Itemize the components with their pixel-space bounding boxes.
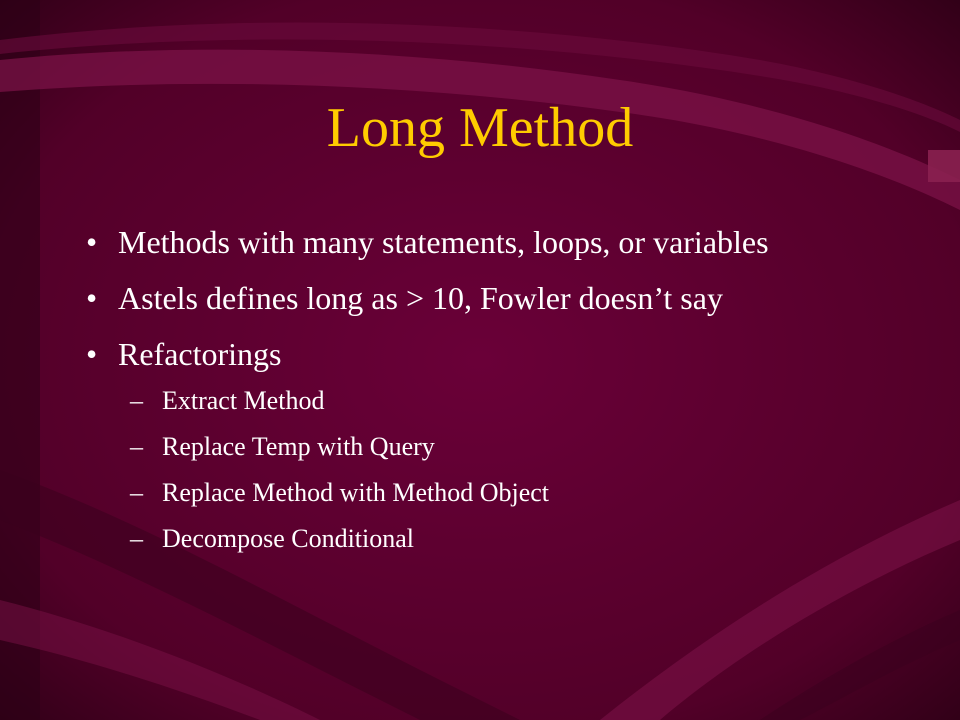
sub-bullet-text: Replace Method with Method Object <box>162 478 550 507</box>
dash-icon: – <box>130 386 143 415</box>
sub-bullet-list <box>130 378 960 562</box>
sub-bullet-text: Extract Method <box>162 386 325 415</box>
sub-bullet-text: Replace Temp with Query <box>162 432 435 461</box>
dash-icon: – <box>130 524 143 553</box>
sub-list-container <box>86 382 926 566</box>
bullet-item <box>86 270 926 326</box>
dash-icon: – <box>130 432 143 461</box>
bullet-list <box>86 214 926 566</box>
sub-bullet-text: Decompose Conditional <box>162 524 415 553</box>
sub-bullet-item <box>130 470 960 516</box>
bullet-text: Methods with many statements, loops, or variables <box>118 224 769 260</box>
bullet-text: Refactorings <box>118 336 282 372</box>
bullet-icon: • <box>86 224 98 260</box>
bullet-icon: • <box>86 280 98 316</box>
bullet-text: Astels defines long as > 10, Fowler doesn’t say <box>118 280 723 316</box>
sub-bullet-item <box>130 378 960 424</box>
slide-title: Long Method <box>326 97 634 159</box>
bullet-item <box>86 326 926 382</box>
sub-bullet-item <box>130 424 960 470</box>
sub-bullet-item <box>130 516 960 562</box>
bullet-icon: • <box>86 336 98 372</box>
bullet-item <box>86 214 926 270</box>
dash-icon: – <box>130 478 143 507</box>
